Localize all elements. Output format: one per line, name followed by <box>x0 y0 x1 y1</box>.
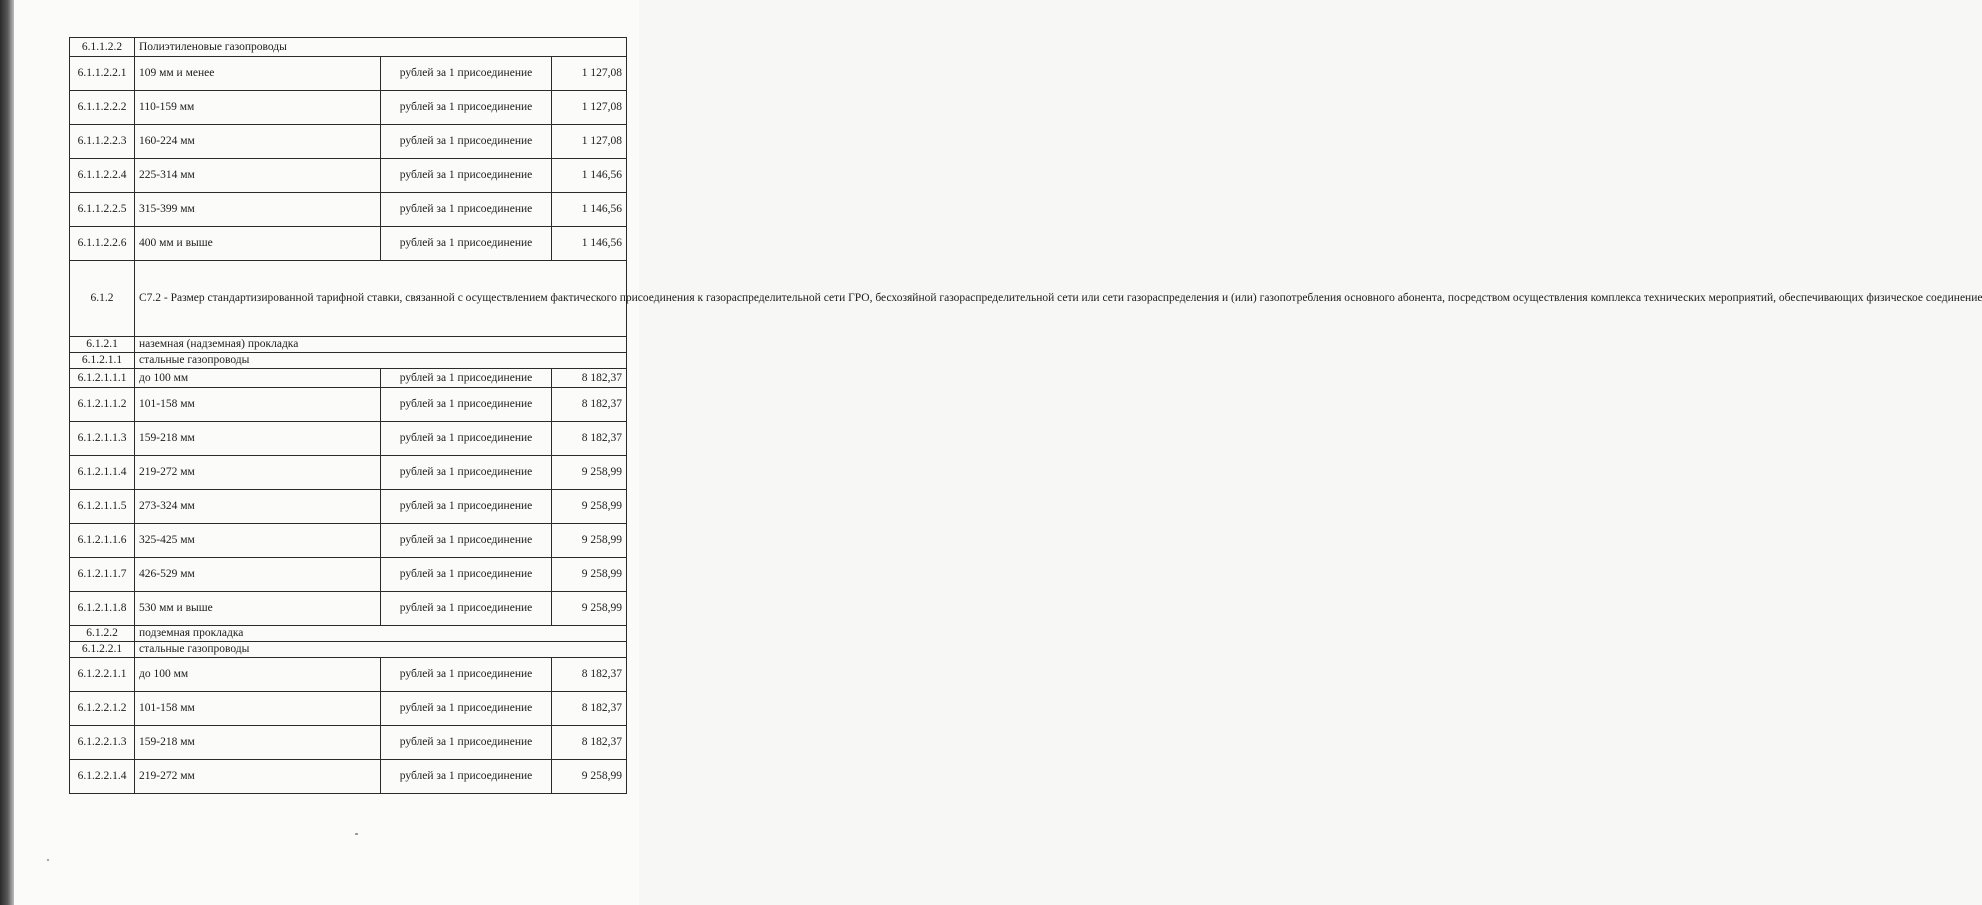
row-unit: рублей за 1 присоединение <box>381 159 552 193</box>
table-row <box>70 760 627 794</box>
table-row <box>70 490 627 524</box>
row-description: 109 мм и менее <box>135 57 381 91</box>
scan-shadow-edge <box>0 0 14 905</box>
row-value: 9 258,99 <box>552 760 627 794</box>
row-value: 9 258,99 <box>552 592 627 626</box>
row-unit: рублей за 1 присоединение <box>381 558 552 592</box>
row-value: 1 146,56 <box>552 227 627 261</box>
row-description: 426-529 мм <box>135 558 381 592</box>
row-description: 160-224 мм <box>135 125 381 159</box>
row-description: до 100 мм <box>135 658 381 692</box>
table-row <box>70 456 627 490</box>
row-code: 6.1.2.1.1.2 <box>70 388 135 422</box>
table-row-section <box>70 626 627 642</box>
row-description: до 100 мм <box>135 369 381 388</box>
row-description: 219-272 мм <box>135 456 381 490</box>
row-unit: рублей за 1 присоединение <box>381 592 552 626</box>
row-value: 9 258,99 <box>552 558 627 592</box>
row-code: 6.1.2.1.1.5 <box>70 490 135 524</box>
row-code: 6.1.2 <box>70 261 135 337</box>
row-description: стальные газопроводы <box>135 642 627 658</box>
row-code: 6.1.2.1.1.4 <box>70 456 135 490</box>
row-value: 8 182,37 <box>552 726 627 760</box>
row-value: 9 258,99 <box>552 524 627 558</box>
row-code: 6.1.1.2.2.6 <box>70 227 135 261</box>
row-code: 6.1.2.1.1 <box>70 353 135 369</box>
row-description: 530 мм и выше <box>135 592 381 626</box>
row-value: 8 182,37 <box>552 692 627 726</box>
table-row <box>70 726 627 760</box>
row-code: 6.1.2.2.1.1 <box>70 658 135 692</box>
row-code: 6.1.2.1 <box>70 337 135 353</box>
row-value: 1 127,08 <box>552 91 627 125</box>
row-code: 6.1.2.2.1.2 <box>70 692 135 726</box>
row-unit: рублей за 1 присоединение <box>381 658 552 692</box>
row-unit: рублей за 1 присоединение <box>381 193 552 227</box>
row-description: Полиэтиленовые газопроводы <box>135 38 627 57</box>
table-row <box>70 125 627 159</box>
row-description: 159-218 мм <box>135 726 381 760</box>
row-unit: рублей за 1 присоединение <box>381 125 552 159</box>
row-value: 8 182,37 <box>552 658 627 692</box>
row-value: 1 127,08 <box>552 125 627 159</box>
row-unit: рублей за 1 присоединение <box>381 490 552 524</box>
row-code: 6.1.1.2.2.2 <box>70 91 135 125</box>
table-row-section <box>70 642 627 658</box>
table-row <box>70 227 627 261</box>
table-row <box>70 57 627 91</box>
row-unit: рублей за 1 присоединение <box>381 388 552 422</box>
table-row <box>70 91 627 125</box>
table-row <box>70 658 627 692</box>
row-code: 6.1.2.1.1.7 <box>70 558 135 592</box>
table-row-section <box>70 353 627 369</box>
table-row <box>70 592 627 626</box>
row-description: С7.2 - Размер стандартизированной тарифной ставки, связанной с осуществлением фактического присоединения к газораспределительной сети ГРО, бесхозяйной газораспределительной сети или сети газораспределения и (или) газопотребления основного абонента, посредством осуществления комплекса технических мероприятий, обеспечивающих физическое соединение <box>135 261 627 337</box>
row-value: 1 146,56 <box>552 159 627 193</box>
row-code: 6.1.2.2.1.3 <box>70 726 135 760</box>
row-description: 219-272 мм <box>135 760 381 794</box>
row-code: 6.1.1.2.2.3 <box>70 125 135 159</box>
row-unit: рублей за 1 присоединение <box>381 456 552 490</box>
row-description: наземная (надземная) прокладка <box>135 337 627 353</box>
tariff-table <box>69 37 1982 794</box>
row-description: 315-399 мм <box>135 193 381 227</box>
table-row <box>70 558 627 592</box>
row-description: 325-425 мм <box>135 524 381 558</box>
row-description: стальные газопроводы <box>135 353 627 369</box>
row-value: 8 182,37 <box>552 388 627 422</box>
row-code: 6.1.2.1.1.6 <box>70 524 135 558</box>
row-description: 159-218 мм <box>135 422 381 456</box>
scan-speck <box>355 833 358 835</box>
row-code: 6.1.1.2.2.4 <box>70 159 135 193</box>
row-code: 6.1.1.2.2.5 <box>70 193 135 227</box>
row-code: 6.1.2.1.1.8 <box>70 592 135 626</box>
table-row-section <box>70 38 627 57</box>
row-code: 6.1.2.1.1.3 <box>70 422 135 456</box>
row-unit: рублей за 1 присоединение <box>381 524 552 558</box>
row-unit: рублей за 1 присоединение <box>381 369 552 388</box>
scan-speck <box>47 859 49 861</box>
row-description: подземная прокладка <box>135 626 627 642</box>
row-code: 6.1.2.1.1.1 <box>70 369 135 388</box>
row-code: 6.1.2.2.1 <box>70 642 135 658</box>
row-unit: рублей за 1 присоединение <box>381 57 552 91</box>
row-description: 101-158 мм <box>135 388 381 422</box>
row-code: 6.1.1.2.2.1 <box>70 57 135 91</box>
table-row <box>70 388 627 422</box>
row-value: 1 127,08 <box>552 57 627 91</box>
row-unit: рублей за 1 присоединение <box>381 692 552 726</box>
row-description: 110-159 мм <box>135 91 381 125</box>
row-value: 8 182,37 <box>552 422 627 456</box>
table-row <box>70 524 627 558</box>
row-description: 273-324 мм <box>135 490 381 524</box>
tariff-table-body <box>70 38 1982 794</box>
row-unit: рублей за 1 присоединение <box>381 422 552 456</box>
document-page <box>14 0 1982 905</box>
row-value: 8 182,37 <box>552 369 627 388</box>
table-row <box>70 193 627 227</box>
row-description: 400 мм и выше <box>135 227 381 261</box>
row-unit: рублей за 1 присоединение <box>381 726 552 760</box>
row-unit: рублей за 1 присоединение <box>381 91 552 125</box>
table-row <box>70 369 627 388</box>
row-code: 6.1.2.2.1.4 <box>70 760 135 794</box>
row-unit: рублей за 1 присоединение <box>381 760 552 794</box>
row-value: 9 258,99 <box>552 456 627 490</box>
row-code: 6.1.2.2 <box>70 626 135 642</box>
row-description: 225-314 мм <box>135 159 381 193</box>
table-row <box>70 692 627 726</box>
row-code: 6.1.1.2.2 <box>70 38 135 57</box>
table-row-section <box>70 337 627 353</box>
row-value: 9 258,99 <box>552 490 627 524</box>
table-row <box>70 422 627 456</box>
row-description: 101-158 мм <box>135 692 381 726</box>
row-unit: рублей за 1 присоединение <box>381 227 552 261</box>
table-row <box>70 159 627 193</box>
row-value: 1 146,56 <box>552 193 627 227</box>
table-row-description <box>70 261 627 337</box>
